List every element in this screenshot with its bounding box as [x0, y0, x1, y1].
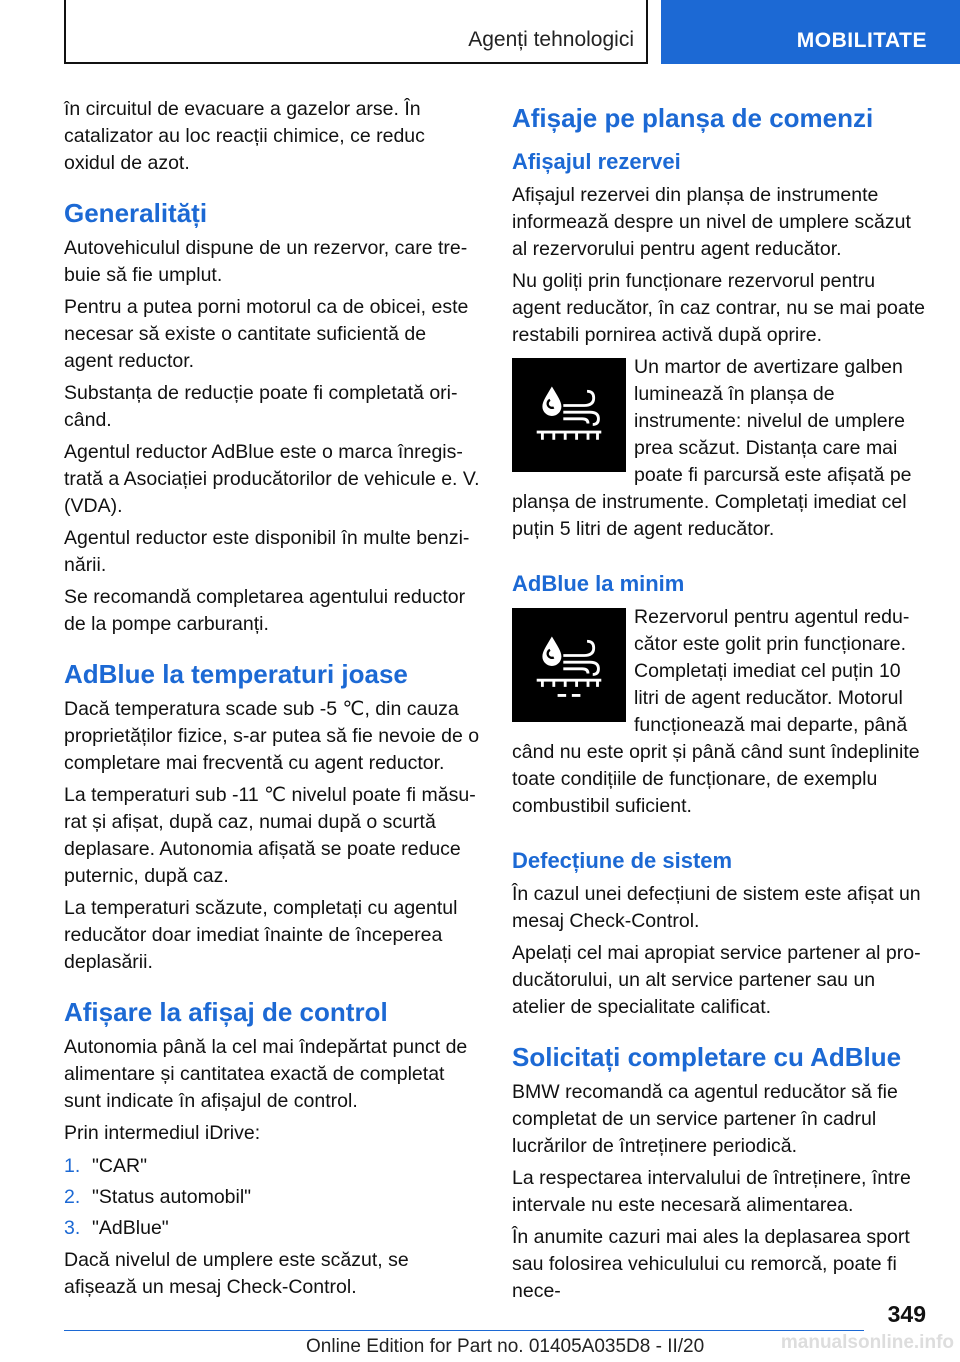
paragraph: Agentul reductor AdBlue este o marca înregistrată a Asociației producătorilor de vehicule e. V. (VDA). [64, 441, 480, 517]
paragraph: La temperaturi scăzute, completați cu agentul reducător doar imediat înainte de începerea deplasării. [64, 897, 458, 973]
step-text: "AdBlue" [92, 1217, 169, 1239]
paragraph: Afișajul rezervei din planșa de instrumente informează despre un nivel de umplere scăzut al rezervorului pentru agent reducător. [512, 184, 911, 260]
heading-generalitati: Generalități [64, 198, 208, 228]
step-number: 3. [64, 1217, 81, 1239]
paragraph: Se recomandă completarea agentului reductor de la pompe carburanți. [64, 586, 466, 635]
intro-paragraph: în circuitul de evacuare a gazelor arse. În catalizator au loc reacții chimice, ce reduc oxidul de azot. [64, 98, 425, 174]
paragraph: Dacă temperatura scade sub -5 ℃, din cauza proprietăților fizice, s-ar putea să fie nevoie de o completare mai frecventă cu agent reductor. [64, 698, 480, 774]
paragraph: În cazul unei defecțiuni de sistem este afișat un mesaj Check-Control. [512, 883, 921, 932]
paragraph: Agentul reductor este disponibil în multe benzinării. [64, 527, 470, 576]
step-text: "Status automobil" [92, 1186, 252, 1208]
paragraph: Prin intermediul iDrive: [64, 1122, 261, 1144]
paragraph: Un martor de avertizare galben luminează în planșa de instrumente: nivelul de umplere prea scăzut. Distanța care mai poate fi parcursă este afișată pe planșa de instrumente. Completați imediat cel puțin 5 litri de agent reducător. [512, 356, 912, 540]
header-section-title: Agenți tehnologici [468, 28, 634, 51]
heading-afisare-control: Afișare la afișaj de control [64, 997, 388, 1027]
heading-afisajul-rezervei: Afișajul rezervei [512, 149, 681, 174]
idrive-steps-list [64, 1153, 480, 1242]
paragraph: La respectarea intervalului de întreținere, între intervale nu este necesară alimentarea. [512, 1167, 911, 1216]
step-number: 2. [64, 1186, 81, 1208]
adblue-empty-icon [531, 627, 607, 703]
heading-afisaje-plansa: Afișaje pe planșa de comenzi [512, 103, 874, 133]
paragraph: Substanța de reducție poate fi completată oricând. [64, 382, 458, 431]
left-column [64, 96, 480, 1306]
heading-adblue-minim: AdBlue la minim [512, 571, 685, 596]
paragraph: Autovehiculul dispune de un rezervor, care trebuie să fie umplut. [64, 237, 468, 286]
adblue-minimum-icon [512, 608, 626, 722]
paragraph: Rezervorul pentru agentul reducător este golit prin funcționare. Completați imediat cel puțin 10 litri de agent reducător. Motorul funcționează mai departe, până când nu este oprit și până când sunt îndeplinite toate condițiile de funcționare, de exemplu combustibil suficient. [512, 606, 920, 817]
list-item [64, 1184, 480, 1211]
paragraph: În anumite cazuri mai ales la deplasarea sport sau folosirea vehiculului cu remorcă, poate fi nece- [512, 1226, 910, 1302]
adblue-reserve-icon [531, 377, 607, 453]
heading-defectiune-sistem: Defecțiune de sistem [512, 848, 733, 873]
header-chapter-tab [661, 0, 960, 64]
list-item [64, 1215, 480, 1242]
paragraph: Dacă nivelul de umplere este scăzut, se afișează un mesaj Check-Control. [64, 1249, 409, 1298]
paragraph: La temperaturi sub -11 ℃ nivelul poate fi măsurat și afișat, după caz, numai după o scurtă deplasare. Autonomia afișată se poate reduce puternic, după caz. [64, 784, 476, 887]
paragraph: Nu goliți prin funcționare rezervorul pentru agent reducător, în caz contrar, nu se mai poate restabili pornirea activă după oprire. [512, 270, 926, 346]
paragraph: BMW recomandă ca agentul reducător să fie completat de un service partener în cadrul lucrărilor de întreținere periodică. [512, 1081, 898, 1157]
step-text: "CAR" [92, 1155, 148, 1177]
footer-divider [64, 1330, 864, 1331]
paragraph: Apelați cel mai apropiat service partener al producătorului, un alt service partener sau un atelier de specialitate calificat. [512, 942, 921, 1018]
step-number: 1. [64, 1155, 81, 1177]
paragraph: Pentru a putea porni motorul ca de obicei, este necesar să existe o cantitate suficientă de agent reductor. [64, 296, 469, 372]
edition-footer: Online Edition for Part no. 01405A035D8 - II/20 [306, 1336, 705, 1357]
list-item [64, 1153, 480, 1180]
heading-solicitati-completare: Solicitați completare cu AdBlue [512, 1042, 902, 1072]
header-frame [64, 0, 648, 64]
adblue-warning-icon [512, 358, 626, 472]
right-column [512, 96, 928, 1310]
watermark: manualsonline.info [780, 1332, 954, 1353]
paragraph: Autonomia până la cel mai îndepărtat punct de alimentare și cantitatea exactă de completat sunt indicate în afișajul de control. [64, 1036, 468, 1112]
header-chapter-label: MOBILITATE [796, 29, 927, 52]
heading-temperaturi-joase: AdBlue la temperaturi joase [64, 659, 408, 689]
page-number: 349 [887, 1301, 926, 1327]
